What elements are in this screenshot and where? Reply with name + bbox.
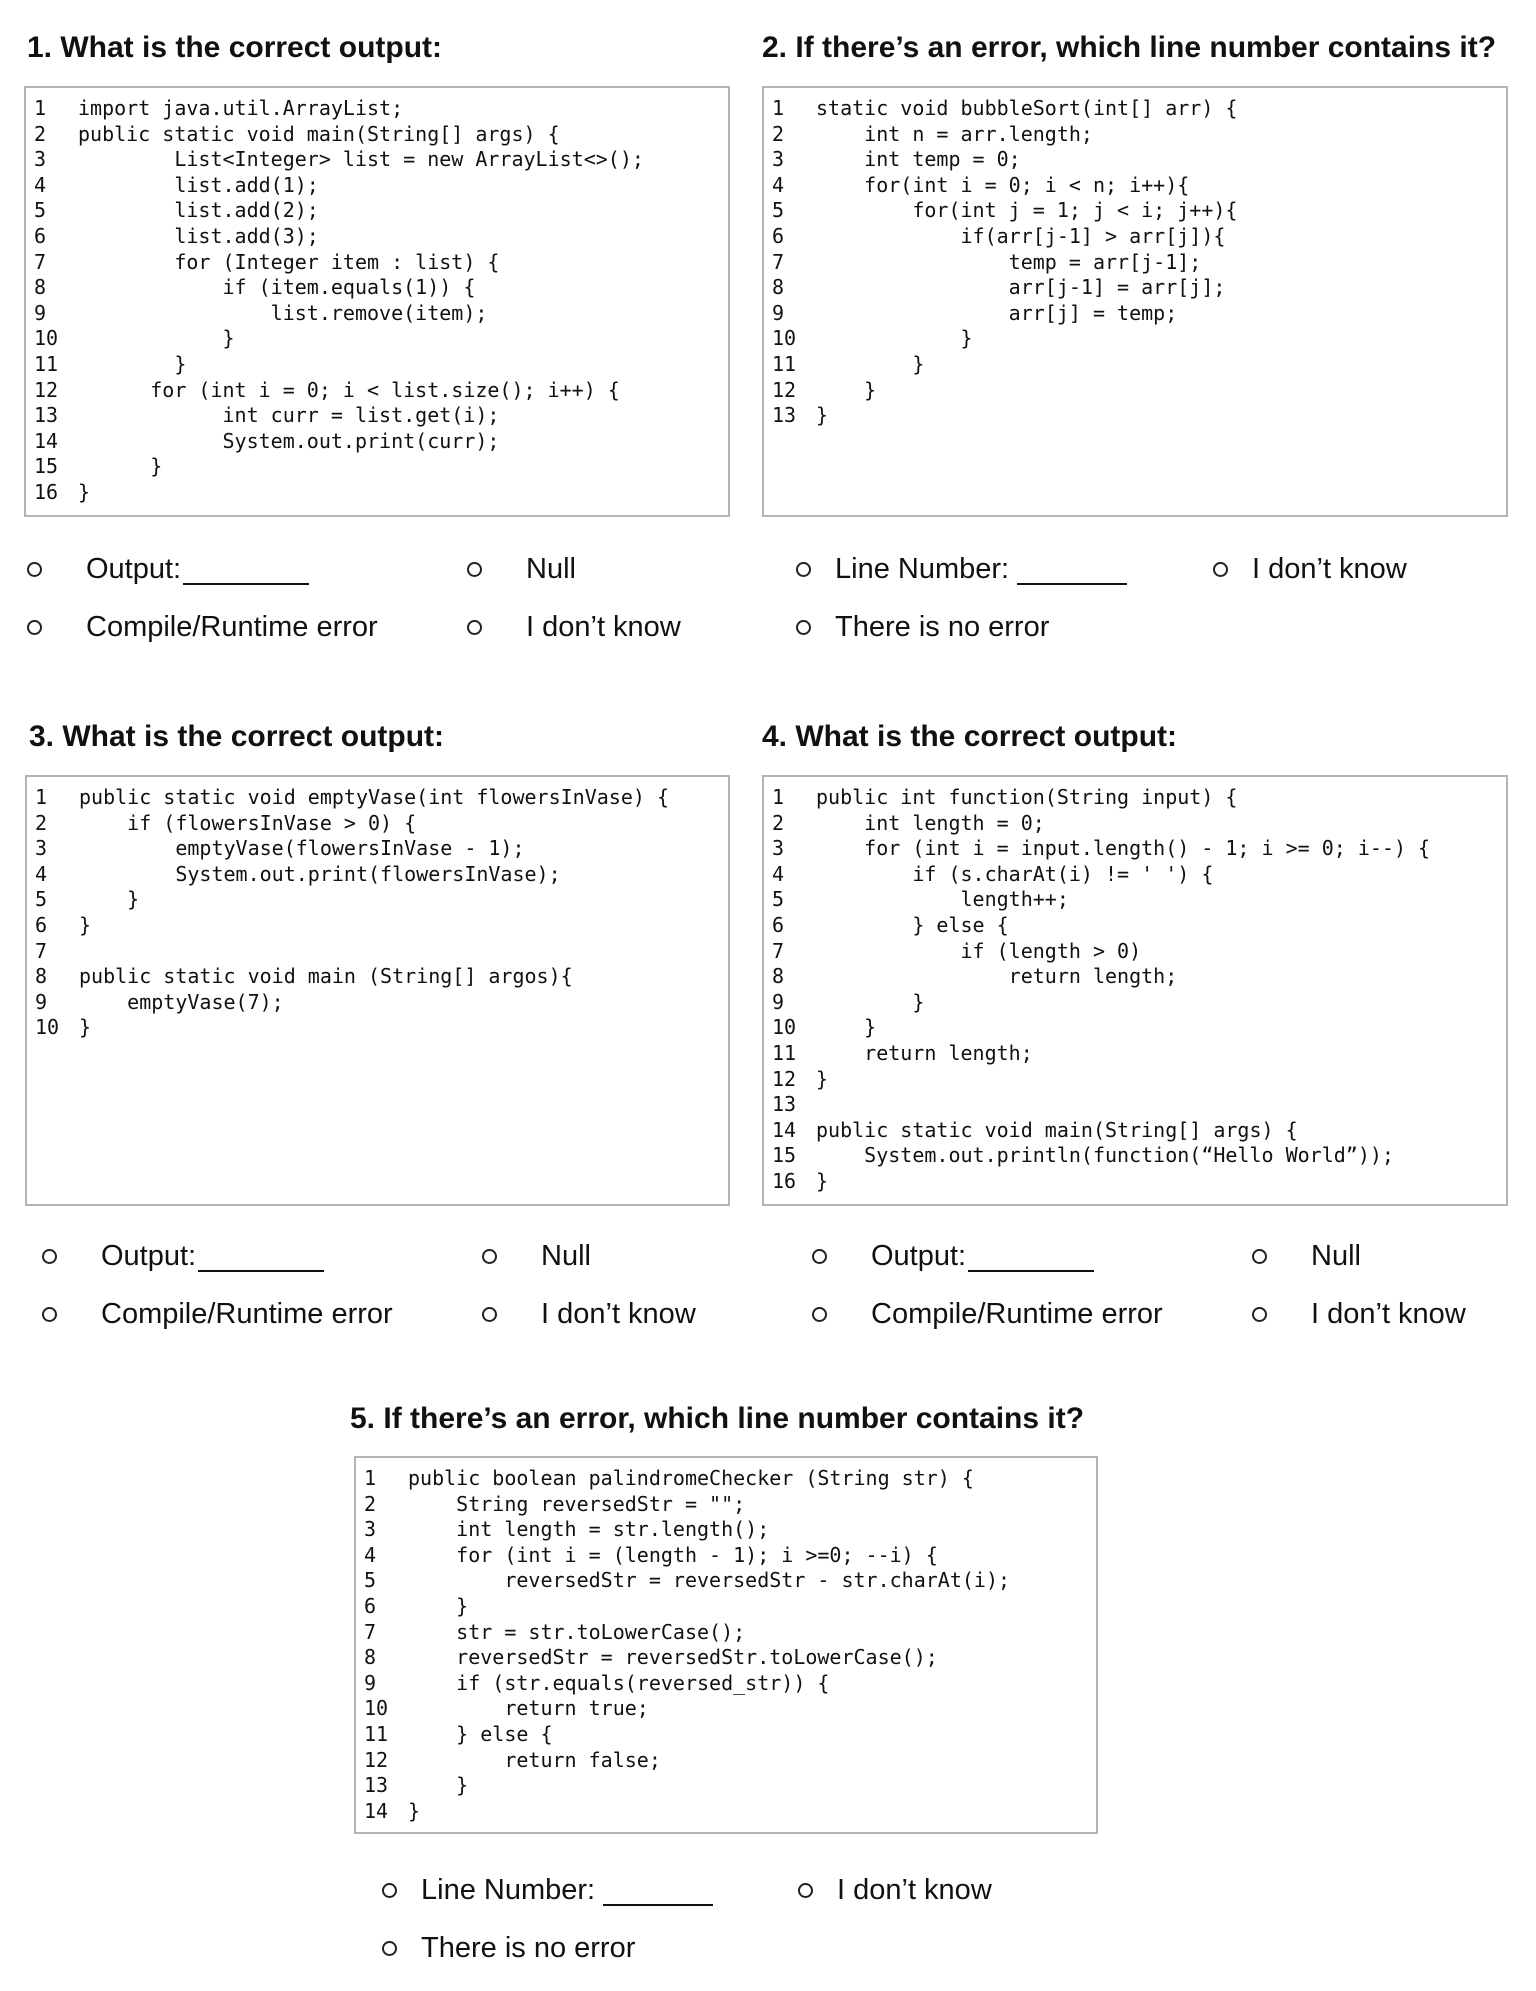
question-1-option-null[interactable] — [467, 553, 576, 586]
radio-button[interactable] — [42, 1249, 57, 1264]
code-text: } — [408, 1798, 421, 1823]
code-line — [772, 96, 1506, 122]
code-text: for(int i = 0; i < n; i++){ — [816, 172, 1190, 197]
code-text: for (Integer item : list) { — [78, 249, 500, 274]
code-text: arr[j] = temp; — [816, 300, 1178, 325]
radio-button[interactable] — [382, 1883, 397, 1898]
code-text: } else { — [408, 1721, 553, 1746]
code-text: return true; — [408, 1696, 649, 1721]
line-number: 9 — [364, 1670, 377, 1695]
code-line — [772, 403, 1506, 429]
code-line — [772, 964, 1506, 990]
radio-button[interactable] — [812, 1307, 827, 1322]
line-number: 14 — [34, 428, 59, 453]
question-1-option-dont-know[interactable] — [467, 611, 681, 644]
code-text: import java.util.ArrayList; — [78, 96, 404, 120]
code-text: System.out.println(function(“Hello World”)); — [816, 1143, 1394, 1168]
question-4-option-dont-know[interactable] — [1252, 1298, 1466, 1331]
code-text: temp = arr[j-1]; — [816, 249, 1202, 274]
code-text: String reversedStr = ""; — [408, 1491, 746, 1516]
question-1-option-error[interactable] — [27, 611, 378, 644]
line-number: 3 — [364, 1517, 377, 1542]
code-line — [772, 1067, 1506, 1093]
answer-blank[interactable] — [1017, 555, 1127, 585]
code-line — [34, 378, 728, 404]
line-number: 1 — [35, 785, 48, 809]
line-number: 1 — [772, 785, 785, 809]
code-line — [772, 173, 1506, 199]
question-4-option-null[interactable] — [1252, 1240, 1361, 1273]
question-3-option-error[interactable] — [42, 1298, 393, 1331]
line-number: 12 — [34, 377, 59, 402]
code-text: public static void main(String[] args) { — [816, 1117, 1298, 1142]
question-3-option-null[interactable] — [482, 1240, 591, 1273]
code-text: for (int i = input.length() - 1; i >= 0; i--) { — [816, 836, 1431, 861]
code-line — [772, 1169, 1506, 1195]
code-line — [772, 836, 1506, 862]
radio-button[interactable] — [812, 1249, 827, 1264]
code-text: return false; — [408, 1747, 661, 1772]
line-number: 5 — [34, 198, 47, 223]
code-text: if(arr[j-1] > arr[j]){ — [816, 223, 1226, 248]
option-label: I don’t know — [541, 1298, 696, 1330]
line-number: 7 — [34, 249, 47, 274]
code-text: if (item.equals(1)) { — [78, 275, 476, 300]
question-2-option-line-number[interactable] — [796, 553, 1127, 586]
line-number: 16 — [34, 479, 59, 504]
code-line — [364, 1543, 1096, 1569]
code-line — [772, 1092, 1506, 1118]
option-label: Output: — [86, 553, 182, 585]
question-5-option-dont-know[interactable] — [798, 1874, 992, 1907]
question-4-option-output[interactable] — [812, 1240, 1094, 1273]
option-label: Output: — [101, 1240, 197, 1272]
code-text: reversedStr = reversedStr - str.charAt(i); — [408, 1568, 1011, 1593]
line-number: 15 — [772, 1143, 797, 1168]
line-number: 14 — [772, 1117, 797, 1142]
code-text: } — [816, 403, 829, 428]
code-line — [364, 1466, 1096, 1492]
line-number: 10 — [364, 1696, 389, 1721]
line-number: 3 — [772, 147, 785, 172]
code-text: if (s.charAt(i) != ' ') { — [816, 861, 1214, 886]
code-text: emptyVase(flowersInVase - 1); — [79, 836, 525, 861]
code-line — [772, 785, 1506, 811]
code-text: emptyVase(7); — [79, 989, 284, 1014]
code-line — [772, 913, 1506, 939]
line-number: 6 — [35, 912, 48, 937]
code-line — [34, 122, 728, 148]
radio-button[interactable] — [382, 1941, 397, 1956]
code-line — [364, 1594, 1096, 1620]
code-text: } — [78, 351, 187, 376]
code-line — [35, 862, 728, 888]
code-line — [35, 1015, 728, 1041]
line-number: 15 — [34, 454, 59, 479]
code-text: if (length > 0) — [816, 938, 1142, 963]
line-number: 6 — [364, 1593, 377, 1618]
code-line — [364, 1799, 1096, 1825]
line-number: 1 — [772, 96, 785, 120]
line-number: 7 — [35, 938, 48, 963]
line-number: 9 — [772, 300, 785, 325]
option-label: Null — [541, 1240, 591, 1272]
answer-blank[interactable] — [183, 555, 309, 585]
radio-button[interactable] — [27, 620, 42, 635]
option-label: Compile/Runtime error — [871, 1298, 1163, 1330]
code-text: } — [79, 887, 140, 912]
line-number: 8 — [772, 275, 785, 300]
question-5-title: 5. If there’s an error, which line number contains it? — [350, 1402, 1085, 1435]
line-number: 3 — [34, 147, 47, 172]
code-line — [364, 1748, 1096, 1774]
code-line — [35, 836, 728, 862]
code-text: } — [816, 1066, 829, 1091]
question-5-code — [354, 1456, 1098, 1834]
radio-button[interactable] — [1213, 562, 1228, 577]
code-line — [772, 811, 1506, 837]
radio-button[interactable] — [796, 562, 811, 577]
line-number: 13 — [364, 1773, 389, 1798]
answer-blank[interactable] — [968, 1242, 1094, 1272]
line-number: 4 — [35, 861, 48, 886]
line-number: 16 — [772, 1168, 797, 1193]
line-number: 11 — [364, 1721, 389, 1746]
line-number: 4 — [34, 172, 47, 197]
question-3-option-output[interactable] — [42, 1240, 324, 1273]
code-line — [34, 147, 728, 173]
line-number: 9 — [35, 989, 48, 1014]
line-number: 9 — [772, 989, 785, 1014]
radio-button[interactable] — [798, 1883, 813, 1898]
line-number: 10 — [772, 1015, 797, 1040]
code-line — [34, 326, 728, 352]
line-number: 6 — [772, 223, 785, 248]
radio-button[interactable] — [27, 562, 42, 577]
code-text: if (flowersInVase > 0) { — [79, 810, 417, 835]
code-text: } — [79, 912, 92, 937]
code-line — [35, 811, 728, 837]
radio-button[interactable] — [796, 620, 811, 635]
line-number: 6 — [772, 912, 785, 937]
code-text: } — [408, 1773, 469, 1798]
code-line — [364, 1568, 1096, 1594]
code-text: public int function(String input) { — [816, 785, 1238, 809]
option-label: I don’t know — [837, 1874, 992, 1906]
code-text: } — [816, 351, 925, 376]
code-line — [34, 198, 728, 224]
code-line — [34, 173, 728, 199]
code-text: reversedStr = reversedStr.toLowerCase(); — [408, 1645, 938, 1670]
code-text: System.out.print(curr); — [78, 428, 500, 453]
code-line — [34, 275, 728, 301]
question-3-option-dont-know[interactable] — [482, 1298, 696, 1331]
code-line — [364, 1645, 1096, 1671]
option-label: There is no error — [835, 611, 1050, 643]
code-line — [364, 1492, 1096, 1518]
code-text: } — [816, 1168, 829, 1193]
code-line — [35, 785, 728, 811]
code-line — [364, 1620, 1096, 1646]
code-line — [34, 250, 728, 276]
option-label: I don’t know — [1311, 1298, 1466, 1330]
option-label: Line Number: — [421, 1874, 596, 1906]
code-line — [772, 1015, 1506, 1041]
code-line — [34, 403, 728, 429]
code-line — [772, 352, 1506, 378]
code-line — [35, 939, 728, 965]
answer-blank[interactable] — [603, 1876, 713, 1906]
line-number: 4 — [772, 172, 785, 197]
code-line — [34, 224, 728, 250]
line-number: 14 — [364, 1798, 389, 1823]
line-number: 10 — [35, 1015, 60, 1040]
option-label: Line Number: — [835, 553, 1010, 585]
question-4-code — [762, 775, 1508, 1206]
code-line — [772, 147, 1506, 173]
code-line — [35, 964, 728, 990]
code-text: list.add(2); — [78, 198, 319, 223]
radio-button[interactable] — [482, 1249, 497, 1264]
code-text: } — [78, 479, 91, 504]
line-number: 8 — [34, 275, 47, 300]
line-number: 12 — [364, 1747, 389, 1772]
question-1-option-output[interactable] — [27, 553, 309, 586]
code-line — [772, 887, 1506, 913]
line-number: 7 — [364, 1619, 377, 1644]
code-line — [34, 352, 728, 378]
code-line — [772, 862, 1506, 888]
code-line — [364, 1517, 1096, 1543]
code-text: if (str.equals(reversed_str)) { — [408, 1670, 830, 1695]
code-line — [364, 1773, 1096, 1799]
code-text: length++; — [816, 887, 1069, 912]
radio-button[interactable] — [1252, 1307, 1267, 1322]
line-number: 2 — [772, 121, 785, 146]
option-label: I don’t know — [1252, 553, 1407, 585]
code-line — [34, 429, 728, 455]
code-line — [364, 1671, 1096, 1697]
code-line — [772, 378, 1506, 404]
code-line — [772, 198, 1506, 224]
question-4-option-error[interactable] — [812, 1298, 1163, 1331]
code-line — [35, 990, 728, 1016]
question-5-option-no-error[interactable] — [382, 1932, 635, 1965]
option-label: Output: — [871, 1240, 967, 1272]
line-number: 8 — [35, 964, 48, 989]
code-line — [772, 326, 1506, 352]
line-number: 11 — [772, 351, 797, 376]
code-text: int length = 0; — [816, 810, 1045, 835]
code-text: for(int j = 1; j < i; j++){ — [816, 198, 1238, 223]
code-text: arr[j-1] = arr[j]; — [816, 275, 1226, 300]
question-4-title: 4. What is the correct output: — [762, 720, 1178, 753]
line-number: 13 — [772, 1092, 797, 1117]
code-text: } — [816, 1015, 877, 1040]
option-label: I don’t know — [526, 611, 681, 643]
question-2-code — [762, 86, 1508, 517]
line-number: 8 — [364, 1645, 377, 1670]
code-text: } — [816, 989, 925, 1014]
code-text: for (int i = (length - 1); i >=0; --i) { — [408, 1542, 938, 1567]
code-line — [772, 301, 1506, 327]
code-line — [364, 1696, 1096, 1722]
line-number: 13 — [772, 403, 797, 428]
code-line — [772, 1143, 1506, 1169]
line-number: 2 — [35, 810, 48, 835]
code-line — [35, 887, 728, 913]
code-text: list.add(1); — [78, 172, 319, 197]
code-text: return length; — [816, 964, 1178, 989]
line-number: 5 — [364, 1568, 377, 1593]
radio-button[interactable] — [1252, 1249, 1267, 1264]
code-line — [34, 454, 728, 480]
line-number: 11 — [772, 1040, 797, 1065]
code-line — [772, 990, 1506, 1016]
option-label: Compile/Runtime error — [101, 1298, 393, 1330]
line-number: 7 — [772, 249, 785, 274]
code-text: static void bubbleSort(int[] arr) { — [816, 96, 1238, 120]
code-line — [364, 1722, 1096, 1748]
code-text: public static void main(String[] args) { — [78, 121, 560, 146]
code-text: } else { — [816, 912, 1009, 937]
code-text: } — [408, 1593, 469, 1618]
code-line — [772, 122, 1506, 148]
code-text: str = str.toLowerCase(); — [408, 1619, 746, 1644]
code-text: list.remove(item); — [78, 300, 488, 325]
line-number: 8 — [772, 964, 785, 989]
code-text: public boolean palindromeChecker (String str) { — [408, 1466, 974, 1490]
line-number: 2 — [364, 1491, 377, 1516]
line-number: 12 — [772, 377, 797, 402]
line-number: 11 — [34, 351, 59, 376]
question-3-code — [25, 775, 730, 1206]
question-1-code — [24, 86, 730, 517]
code-line — [772, 1118, 1506, 1144]
code-text: public static void emptyVase(int flowersInVase) { — [79, 785, 670, 809]
option-label: There is no error — [421, 1932, 636, 1964]
code-text: List<Integer> list = new ArrayList<>(); — [78, 147, 644, 172]
question-2-option-dont-know[interactable] — [1213, 553, 1407, 586]
code-line — [772, 250, 1506, 276]
line-number: 4 — [364, 1542, 377, 1567]
line-number: 1 — [364, 1466, 377, 1490]
code-text: int n = arr.length; — [816, 121, 1093, 146]
question-2-option-no-error[interactable] — [796, 611, 1049, 644]
code-text: int temp = 0; — [816, 147, 1021, 172]
code-text: int length = str.length(); — [408, 1517, 770, 1542]
code-text: int curr = list.get(i); — [78, 403, 500, 428]
line-number: 5 — [772, 198, 785, 223]
line-number: 7 — [772, 938, 785, 963]
line-number: 10 — [34, 326, 59, 351]
answer-blank[interactable] — [198, 1242, 324, 1272]
code-text: } — [816, 377, 877, 402]
radio-button[interactable] — [42, 1307, 57, 1322]
line-number: 3 — [772, 836, 785, 861]
code-text: for (int i = 0; i < list.size(); i++) { — [78, 377, 620, 402]
line-number: 2 — [34, 121, 47, 146]
code-line — [34, 96, 728, 122]
line-number: 13 — [34, 403, 59, 428]
code-line — [772, 1041, 1506, 1067]
question-3-title: 3. What is the correct output: — [29, 720, 445, 753]
line-number: 9 — [34, 300, 47, 325]
code-line — [772, 275, 1506, 301]
option-label: Null — [1311, 1240, 1361, 1272]
line-number: 5 — [35, 887, 48, 912]
code-text: public static void main (String[] argos){ — [79, 964, 573, 989]
radio-button[interactable] — [467, 620, 482, 635]
option-label: Compile/Runtime error — [86, 611, 378, 643]
code-line — [35, 913, 728, 939]
line-number: 4 — [772, 861, 785, 886]
code-text: return length; — [816, 1040, 1033, 1065]
line-number: 6 — [34, 223, 47, 248]
line-number: 1 — [34, 96, 47, 120]
radio-button[interactable] — [482, 1307, 497, 1322]
code-text: list.add(3); — [78, 223, 319, 248]
code-text: } — [79, 1015, 92, 1040]
code-text: } — [78, 326, 235, 351]
question-2-title: 2. If there’s an error, which line number contains it? — [762, 31, 1497, 64]
code-text: System.out.print(flowersInVase); — [79, 861, 561, 886]
line-number: 5 — [772, 887, 785, 912]
code-line — [772, 939, 1506, 965]
code-line — [34, 301, 728, 327]
code-line — [34, 480, 728, 506]
line-number: 10 — [772, 326, 797, 351]
line-number: 12 — [772, 1066, 797, 1091]
option-label: Null — [526, 553, 576, 585]
line-number: 2 — [772, 810, 785, 835]
line-number: 3 — [35, 836, 48, 861]
radio-button[interactable] — [467, 562, 482, 577]
code-line — [772, 224, 1506, 250]
question-1-title: 1. What is the correct output: — [27, 31, 443, 64]
code-text: } — [78, 454, 163, 479]
question-5-option-line-number[interactable] — [382, 1874, 713, 1907]
code-text: } — [816, 326, 973, 351]
